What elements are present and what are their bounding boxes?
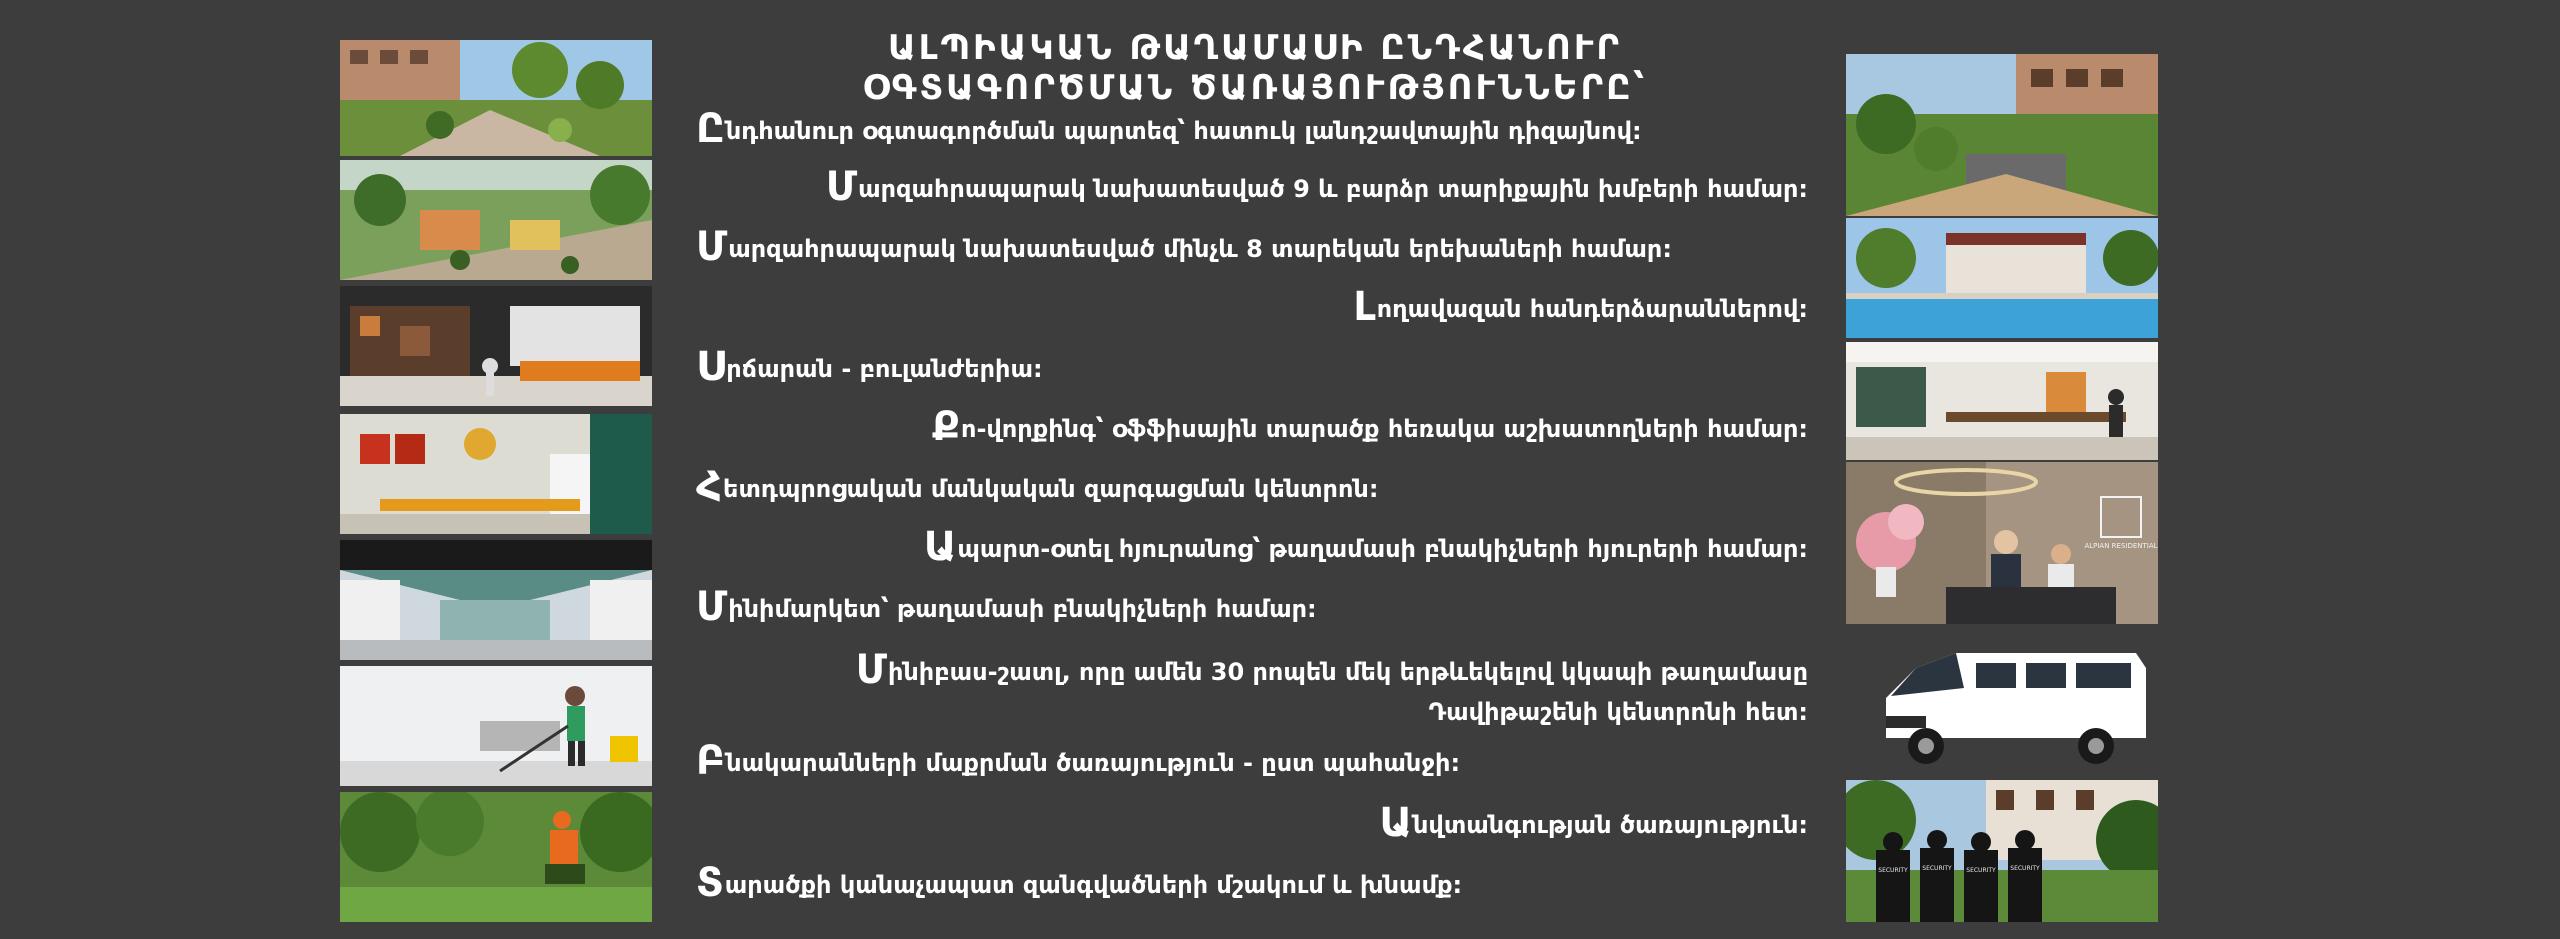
service-initial: Ք [932,404,961,450]
service-text: արզահրապարակ նախատեսված մինչև 8 տարեկան երեխաների համար: [728,235,1672,263]
photo-kids-center [340,414,652,534]
photo-cleaning-service [340,666,652,786]
service-sports-ground-under8 [696,224,1808,270]
service-text: նակարանների մաքրման ծառայություն - ըստ պահանջի: [726,749,1461,777]
service-initial: Ա [923,524,957,570]
security-vest-text-4: SECURITY [2010,865,2040,872]
service-cafe-bakery [696,344,1808,390]
service-apartment-cleaning [696,738,1808,784]
photo-minimarket [340,540,652,660]
page-title [700,28,1810,108]
title-line-2: ՕԳՏԱԳՈՐԾՄԱՆ ԾԱՌԱՅՈՒԹՅՈՒՆՆԵՐԸ՝ [862,68,1648,108]
security-vest-text-2: SECURITY [1922,865,1952,872]
photo-cafe-bakery [340,286,652,406]
service-initial: Մ [696,584,728,630]
service-text: ինիբաս-շատլ, որը ամեն 30 րոպեն մեկ երթևեկելով կկապի թաղամասը [887,658,1808,686]
service-initial: Մ [696,224,728,270]
service-text: նդհանուր օգտագործման պարտեզ՝ հատուկ լանդշավտային դիզայնով: [725,117,1642,145]
service-text: ո-վորքինգ՝ օֆֆիսային տարածք հեռակա աշխատողների համար: [961,415,1808,443]
service-text: ետդպրոցական մանկական զարգացման կենտրոն: [723,475,1379,503]
photo-courtyard-gym [1846,54,2158,216]
security-vest-text-1: SECURITY [1878,867,1908,874]
service-text: նվտանգության ծառայություն: [1412,811,1808,839]
photo-coworking [1846,342,2158,460]
service-initial: Ս [696,344,726,390]
service-text: պարտ-օտել հյուրանոց՝ թաղամասի բնակիչների հյուրերի համար: [957,535,1808,563]
service-initial: Մ [825,164,858,210]
title-line-1: ԱԼՊԻԱԿԱՆ ԹԱՂԱՄԱՍԻ ԸՆԴՀԱՆՈՒՐ [887,28,1623,68]
service-initial: Լ [1353,284,1376,330]
service-shared-garden [696,106,1808,152]
service-text: արածքի կանաչապատ զանգվածների մշակում և խնամք: [724,871,1463,899]
service-initial: Ա [1379,800,1412,846]
service-text: ողավազան հանդերձարաններով: [1376,295,1808,323]
service-text-line2: Դավիթաշենի կենտրոնի հետ: [1428,698,1808,726]
photo-hotel-reception [1846,462,2158,624]
photo-minibus [1846,628,2158,778]
service-coworking [696,404,1808,450]
service-apart-hotel [696,524,1808,570]
photo-playground-older [340,160,652,280]
service-initial: Հ [696,464,723,510]
photo-pool [1846,218,2158,338]
service-initial: Ը [696,106,725,152]
photo-courtyard-garden [340,40,652,156]
service-initial: Բ [696,738,726,784]
security-vest-text-3: SECURITY [1966,867,1996,874]
service-minibus-shuttle [696,647,1808,732]
service-security [696,800,1808,846]
service-text: րճարան - բուլանժերիա: [726,355,1043,383]
service-sports-ground-9plus [696,164,1808,210]
hotel-sign-text: ALPIAN RESIDENTIAL [2084,542,2158,550]
service-landscaping [696,860,1808,906]
service-text: արզահրապարակ նախատեսված 9 և բարձր տարիքային խմբերի համար: [858,175,1808,203]
photo-landscaping [340,792,652,922]
service-text: ինիմարկետ՝ թաղամասի բնակիչների համար: [728,595,1317,623]
photo-security [1846,780,2158,922]
service-kids-center [696,464,1808,510]
service-minimarket [696,584,1808,630]
service-initial: Տ [696,860,724,906]
service-initial: Մ [855,647,887,693]
service-pool [696,284,1808,330]
